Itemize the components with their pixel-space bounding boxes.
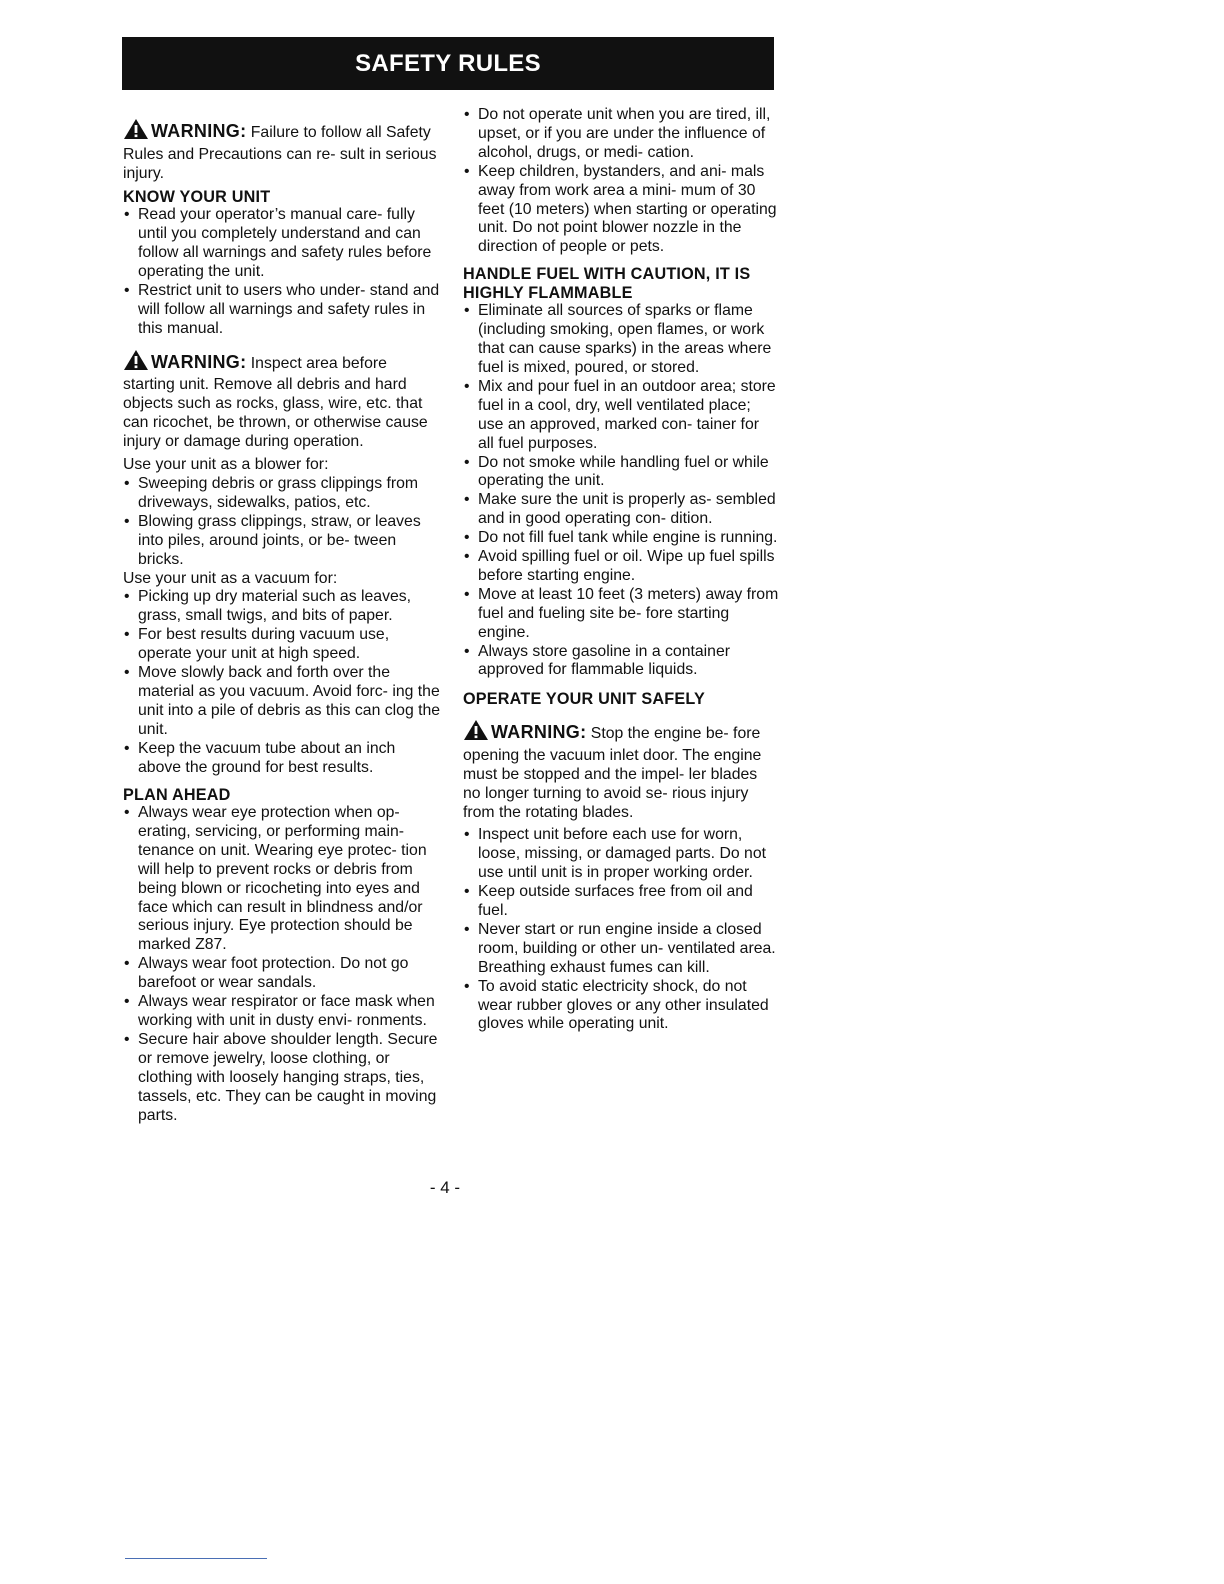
- list-item: • Do not fill fuel tank while engine is running.: [464, 529, 778, 547]
- list-item: • Make sure the unit is properly as- sembled and in good operating con- dition.: [464, 491, 776, 528]
- list-item: • Move slowly back and forth over the material as you vacuum. Avoid forc- ing the unit into a pile of debris as this can clog the unit.: [124, 664, 441, 738]
- page-number: - 4 -: [429, 1178, 461, 1197]
- list-item: • Always wear respirator or face mask when working with unit in dusty envi- ronments.: [124, 993, 435, 1029]
- know-list: [123, 206, 441, 338]
- list-item: • Move at least 10 feet (3 meters) away from fuel and fueling site be- fore starting engine.: [464, 585, 779, 641]
- list-item: • Sweeping debris or grass clippings from driveways, sidewalks, patios, etc.: [124, 475, 419, 511]
- list-item: • Always store gasoline in a container approved for flammable liquids.: [464, 642, 731, 679]
- bullet-dot-icon: •: [124, 588, 130, 606]
- bullet-dot-icon: •: [464, 453, 470, 471]
- left-column: [123, 106, 441, 1125]
- list-item: • Mix and pour fuel in an outdoor area; store fuel in a cool, dry, well ventilated place; use an approved, marked con- tainer for all fuel purposes.: [464, 377, 776, 452]
- heading-handle-fuel: HANDLE FUEL WITH CAUTION, IT IS HIGHLY FLAMMABLE: [463, 265, 751, 302]
- list-item: • Keep the vacuum tube about an inch above the ground for best results.: [124, 739, 396, 776]
- list-item: • Do not operate unit when you are tired, ill, upset, or if you are under the influence of alcohol, drugs, or medi- cation.: [464, 106, 771, 161]
- bullet-dot-icon: •: [124, 626, 130, 644]
- list-item: • Always wear foot protection. Do not go barefoot or wear sandals.: [124, 955, 409, 992]
- warning-label: WARNING:: [151, 351, 247, 372]
- list-item: • Keep children, bystanders, and ani- mals away from work area a mini- mum of 30 feet (10 meters) when starting or operating unit. Do not point blower nozzle in the direction of people or pets.: [464, 162, 777, 256]
- bullet-dot-icon: •: [464, 491, 470, 509]
- warning-block-inspect: [123, 349, 441, 453]
- operate-list: [463, 826, 779, 1034]
- list-item: • Eliminate all sources of sparks or flame (including smoking, open flames, or work that can cause sparks) in the areas where fuel is mixed, poured, or stored.: [464, 302, 772, 376]
- list-item: • Secure hair above shoulder length. Secure or remove jewelry, loose clothing, or clothing with loosely hanging straps, ties, tassels, etc. They can be caught in moving parts.: [124, 1030, 438, 1124]
- vacuum-intro: Use your unit as a vacuum for:: [123, 569, 338, 587]
- right-column: [463, 106, 779, 1034]
- bullet-dot-icon: •: [464, 548, 470, 566]
- bullet-dot-icon: •: [464, 529, 470, 547]
- heading-plan-ahead: PLAN AHEAD: [123, 785, 231, 804]
- list-item: • Restrict unit to users who under- stand and will follow all warnings and safety rules in this manual.: [124, 281, 440, 337]
- list-item: • Picking up dry material such as leaves, grass, small twigs, and bits of paper.: [124, 588, 412, 625]
- bullet-dot-icon: •: [464, 826, 470, 844]
- bullet-dot-icon: •: [124, 993, 130, 1011]
- warning-block-stop-engine: [463, 719, 779, 823]
- bullet-dot-icon: •: [464, 162, 470, 180]
- bullet-dot-icon: •: [464, 920, 470, 938]
- bullet-dot-icon: •: [124, 512, 130, 530]
- list-item: • Blowing grass clippings, straw, or leaves into piles, around joints, or be- tween bricks.: [124, 512, 421, 568]
- bullet-dot-icon: •: [464, 883, 470, 901]
- bullet-dot-icon: •: [124, 955, 130, 973]
- bullet-dot-icon: •: [124, 206, 130, 224]
- list-item: • Do not smoke while handling fuel or while operating the unit.: [464, 453, 769, 490]
- bullet-dot-icon: •: [464, 642, 470, 660]
- bullet-dot-icon: •: [464, 106, 470, 123]
- warning-label: WARNING:: [491, 721, 587, 742]
- warning-text: Inspect area before starting unit. Remove all debris and hard objects such as rocks, glass, wire, etc. that can ricochet, be thrown, or otherwise cause injury or damage during operation.: [123, 354, 428, 451]
- bullet-dot-icon: •: [124, 1030, 130, 1048]
- list-item: • Inspect unit before each use for worn, loose, missing, or damaged parts. Do not use until unit is in proper working order.: [464, 826, 767, 882]
- heading-operate-safely: OPERATE YOUR UNIT SAFELY: [463, 690, 705, 709]
- bullet-dot-icon: •: [124, 804, 130, 821]
- footer-rule: [125, 1558, 267, 1559]
- operator-condition-list: [463, 106, 779, 257]
- heading-know-your-unit: KNOW YOUR UNIT: [123, 187, 271, 206]
- list-item: • Never start or run engine inside a closed room, building or other un- ventilated area. Breathing exhaust fumes can kill.: [464, 920, 776, 976]
- section-banner: [122, 37, 774, 90]
- plan-list: [123, 804, 441, 1125]
- bullet-dot-icon: •: [124, 281, 130, 299]
- bullet-dot-icon: •: [124, 739, 130, 757]
- page-title: SAFETY RULES: [355, 49, 541, 77]
- bullet-dot-icon: •: [124, 475, 130, 492]
- list-item: • Read your operator’s manual care- fully until you completely understand and can follow all warnings and safety rules before operating the unit.: [124, 206, 432, 280]
- bullet-dot-icon: •: [464, 585, 470, 603]
- warning-triangle-icon: [123, 349, 149, 377]
- bullet-dot-icon: •: [464, 302, 470, 320]
- list-item: • To avoid static electricity shock, do not wear rubber gloves or any other insulated gloves while operating unit.: [464, 977, 769, 1033]
- bullet-dot-icon: •: [464, 377, 470, 395]
- bullet-dot-icon: •: [124, 664, 130, 682]
- warning-label: WARNING:: [151, 121, 247, 141]
- fuel-list: [463, 302, 779, 680]
- blower-intro: Use your unit as a blower for:: [123, 456, 329, 474]
- vacuum-list: [123, 588, 441, 777]
- warning-text: Stop the engine be- fore opening the vacuum inlet door. The engine must be stopped and the impel- ler blades no longer turning to avoid se- rious injury from the rotating blades.: [463, 724, 762, 821]
- warning-text: Failure to follow all Safety Rules and Precautions can re- sult in serious injury.: [123, 124, 437, 182]
- warning-triangle-icon: [463, 719, 489, 747]
- bullet-dot-icon: •: [464, 977, 470, 995]
- blower-list: [123, 475, 441, 570]
- list-item: • Always wear eye protection when op- erating, servicing, or performing main- tenance on unit. Wearing eye protec- tion will help to prevent rocks or debris from being blown or ricocheting into eyes and face which can result in blindness and/or serious injury. Eye protection should be marked Z87.: [124, 804, 427, 954]
- warning-triangle-icon: [123, 118, 149, 146]
- list-item: • Keep outside surfaces free from oil and fuel.: [464, 883, 753, 920]
- list-item: • Avoid spilling fuel or oil. Wipe up fuel spills before starting engine.: [464, 548, 775, 584]
- list-item: • For best results during vacuum use, operate your unit at high speed.: [124, 626, 390, 663]
- warning-block-failure: [123, 118, 441, 184]
